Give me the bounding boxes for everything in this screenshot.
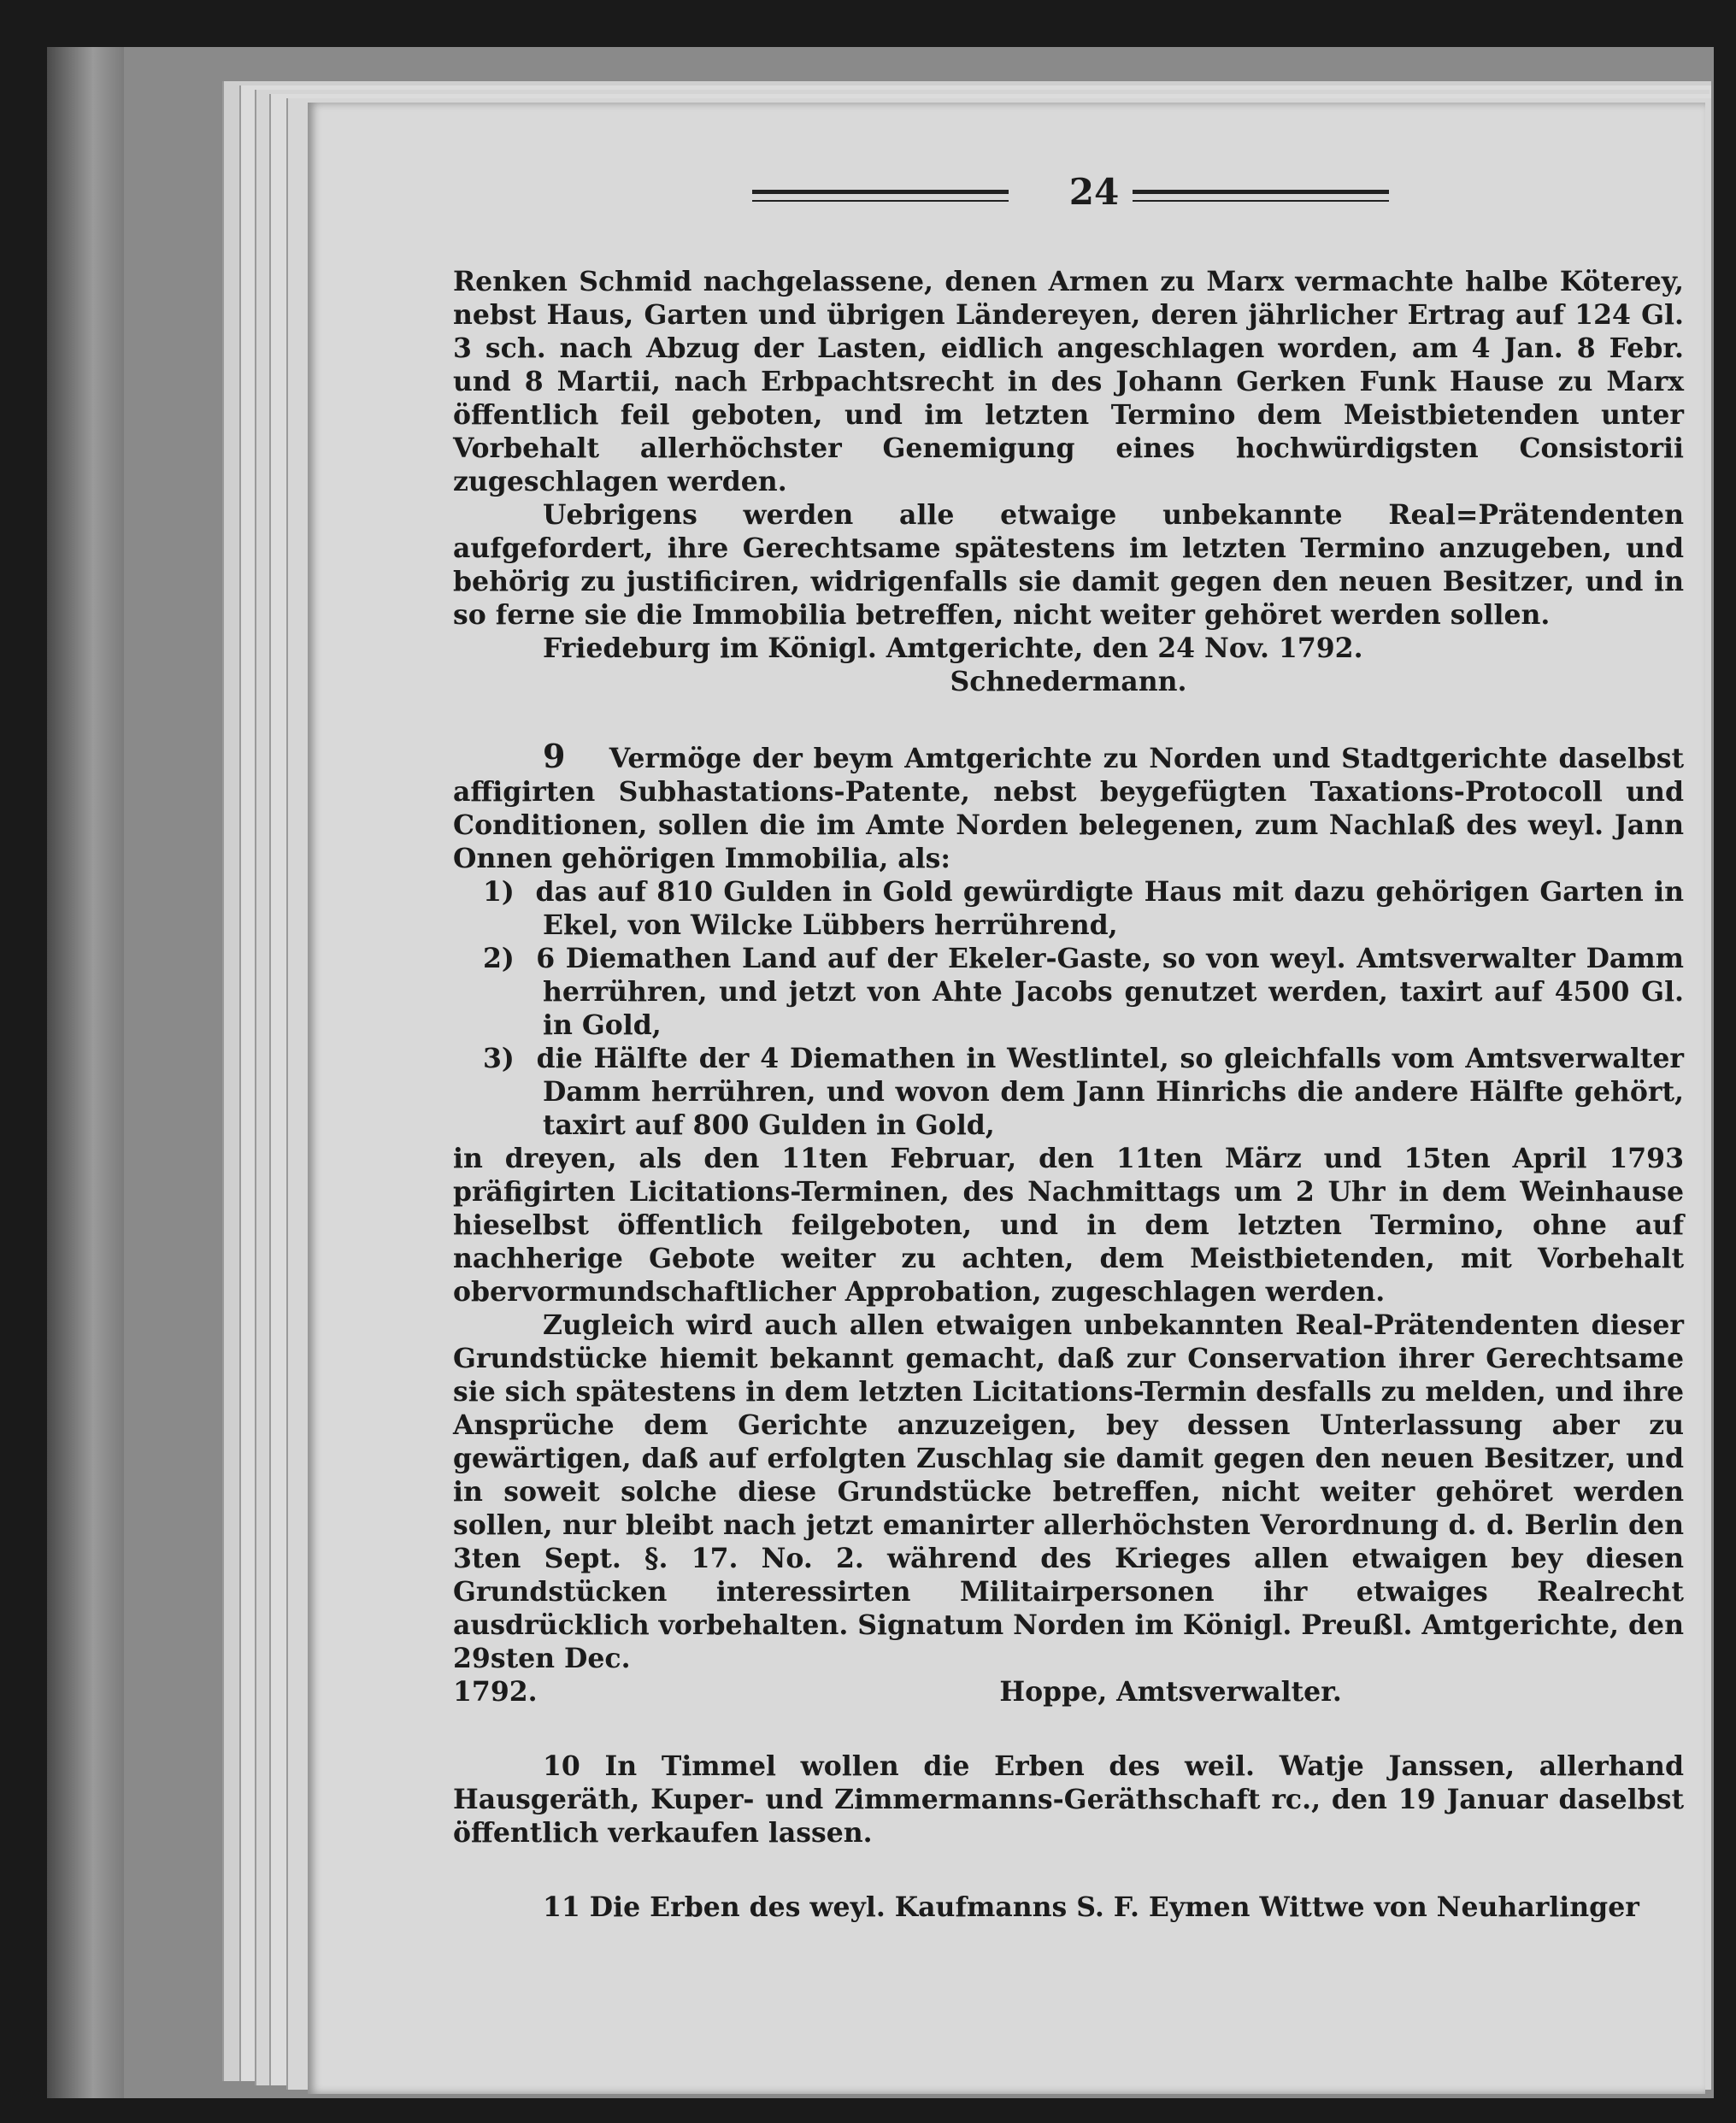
list-item xyxy=(453,875,1684,942)
paragraph-2-signature: Schnedermann. xyxy=(950,666,1187,697)
entry-9-continuation: in dreyen, als den 11ten Februar, den 11ten März und 15ten April 1793 präfigirten Licitations-Terminen, des Nachmittags um 2 Uhr in dem Weinhause hieselbst öffentlich feilgeboten, und in dem letzten Termino, ohne auf nachherige Gebote weiter zu achten, dem Meistbietenden, mit Vorbehalt obervormundschaftlicher Approbation, zugeschlagen werden. xyxy=(453,1143,1684,1308)
paragraph-2: Uebrigens werden alle etwaige unbekannte Real=Prätendenten aufgefordert, ihre Gerechtsame spätestens im letzten Termino anzugeben, und behörig zu justificiren, widrigenfalls sie damit gegen den neuen Besitzer, und in so ferne sie die Immobilia betreffen, nicht weiter gehöret werden sollen. xyxy=(453,499,1684,631)
paragraph-2-date: Friedeburg im Königl. Amtgerichte, den 24 Nov. 1792. xyxy=(543,632,1363,664)
entry-9-closing xyxy=(453,1675,1684,1708)
list-item-text: die Hälfte der 4 Diemathen in Westlintel, so gleichfalls vom Amtsverwalter Damm herrühren, und wovon dem Jann Hinrichs die andere Hälfte gehört, taxirt auf 800 Gulden in Gold, xyxy=(536,1043,1684,1141)
header-rule-left xyxy=(752,190,1009,194)
section-gap xyxy=(453,698,1684,739)
entry-9-number: 9 xyxy=(543,737,566,775)
page-header xyxy=(752,171,1487,222)
section-gap xyxy=(453,1850,1684,1891)
entry-9-signature: Hoppe, Amtsverwalter. xyxy=(999,1676,1342,1708)
header-rule-left-thin xyxy=(752,200,1009,202)
header-rule-right-thin xyxy=(1133,200,1389,202)
list-item xyxy=(453,942,1684,1042)
paragraph-1: Renken Schmid nachgelassene, denen Armen zu Marx vermachte halbe Köterey, nebst Haus, Garten und übrigen Ländereyen, deren jährlicher Ertrag auf 124 Gl. 3 sch. nach Abzug der Lasten, eidlich angeschlagen worden, am 4 Jan. 8 Febr. und 8 Martii, nach Erbpachtsrecht in des Johann Gerken Funk Hause zu Marx öffentlich feil geboten, und im letzten Termino dem Meistbietenden unter Vorbehalt allerhöchster Genemigung eines hochwürdigsten Consistorii zugeschlagen werden. xyxy=(453,266,1684,497)
list-item-number: 2) xyxy=(483,943,515,974)
list-item xyxy=(453,1042,1684,1142)
book-spine xyxy=(47,47,124,2098)
entry-10: 10 In Timmel wollen die Erben des weil. Watje Janssen, allerhand Hausgeräth, Kuper- und Zimmermanns-Geräthschaft rc., den 19 Januar daselbst öffentlich verkaufen lassen. xyxy=(453,1750,1684,1849)
list-item-text: das auf 810 Gulden in Gold gewürdigte Haus mit dazu gehörigen Garten in Ekel, von Wilcke Lübbers herrührend, xyxy=(535,876,1684,941)
list-item-text: 6 Diemathen Land auf der Ekeler-Gaste, so von weyl. Amtsverwalter Damm herrühren, und jetzt von Ahte Jacobs genutzet werden, taxirt auf 4500 Gl. in Gold, xyxy=(536,943,1684,1041)
list-item-number: 3) xyxy=(483,1043,515,1074)
section-gap xyxy=(453,1708,1684,1750)
header-rule-right xyxy=(1133,190,1389,194)
list-item-number: 1) xyxy=(483,876,515,908)
entry-9-year: 1792. xyxy=(453,1676,538,1708)
entry-9-text: Vermöge der beym Amtgerichte zu Norden und Stadtgerichte daselbst affigirten Subhastations-Patente, nebst beygefügten Taxations-Protocoll und Conditionen, sollen die im Amte Norden belegenen, zum Nachlaß des weyl. Jann Onnen gehörigen Immobilia, als: xyxy=(453,743,1685,874)
document-body xyxy=(453,265,1684,1924)
page-number: 24 xyxy=(1068,171,1120,213)
entry-9-intro xyxy=(453,739,1684,875)
entry-9-paragraph-2: Zugleich wird auch allen etwaigen unbekannten Real-Prätendenten dieser Grundstücke hiemit bekannt gemacht, daß zur Conservation ihrer Gerechtsame sie sich spätestens in dem letzten Licitations-Termin desfalls zu melden, und ihre Ansprüche dem Gerichte anzuzeigen, bey dessen Unterlassung aber zu gewärtigen, daß auf erfolgten Zuschlag sie damit gegen den neuen Besitzer, und in soweit solche diese Grundstücke betreffen, nicht weiter gehöret werden sollen, nur bleibt nach jetzt emanirter allerhöchsten Verordnung d. d. Berlin den 3ten Sept. §. 17. No. 2. während des Krieges allen etwaigen bey diesen Grundstücken interessirten Militairpersonen ihr etwaiges Realrecht ausdrücklich vorbehalten. Signatum Norden im Königl. Preußl. Amtgerichte, den 29sten Dec. xyxy=(453,1309,1684,1674)
entry-11: 11 Die Erben des weyl. Kaufmanns S. F. Eymen Wittwe von Neuharlinger xyxy=(543,1891,1639,1923)
